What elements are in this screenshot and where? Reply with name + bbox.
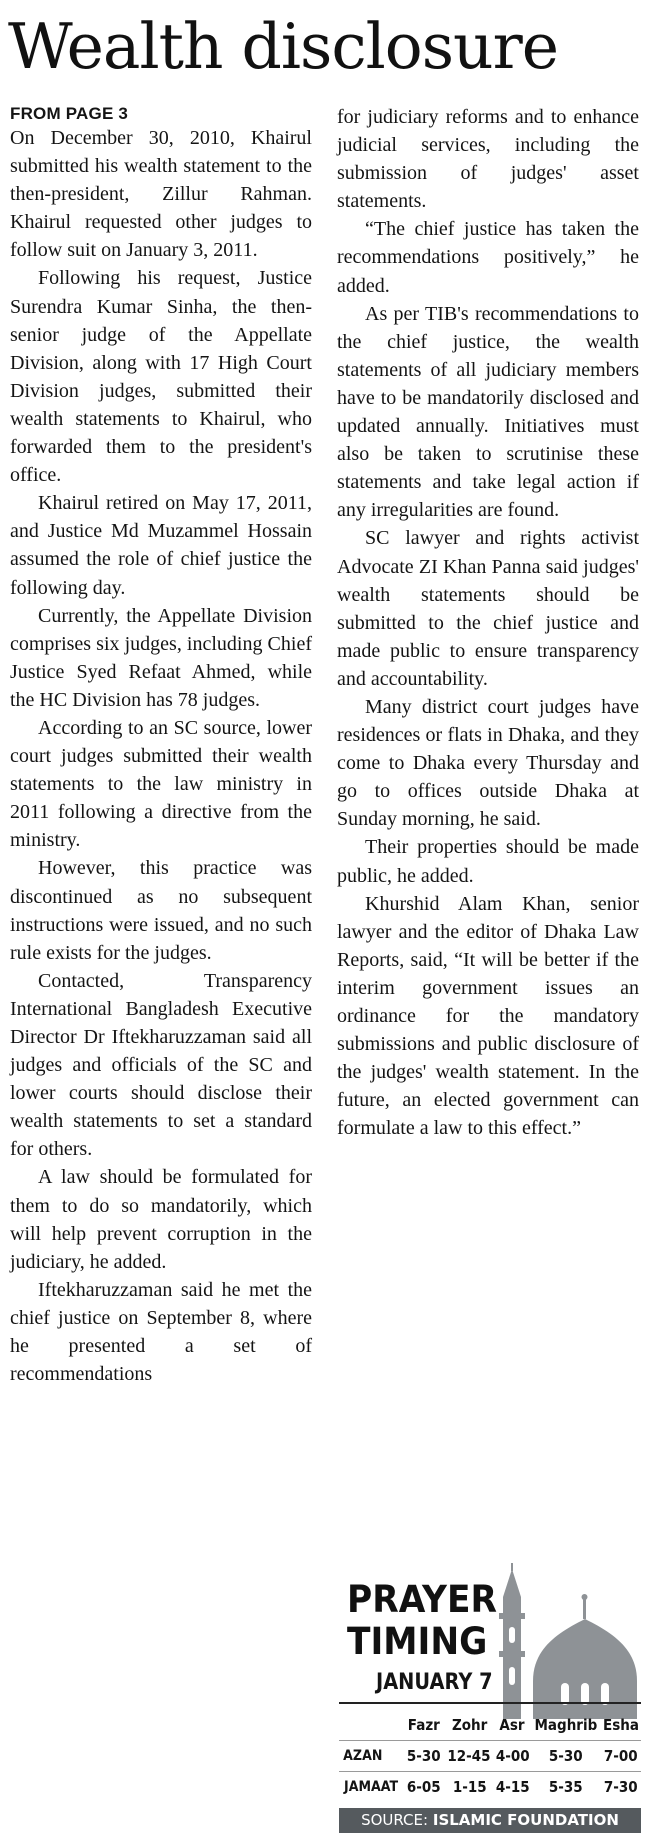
paragraph: Following his request, Justice Surendra Kumar Sinha, the then-senior judge of the Appellate Division, along with 17 High Court Division judges, submitted their wealth statements to Khairul, who forwarded them to the president's office.	[10, 267, 312, 487]
divider	[339, 1702, 641, 1704]
table-cell: 7-00	[601, 1741, 641, 1772]
column-header: Maghrib	[534, 1716, 598, 1734]
table-header-row	[339, 1710, 641, 1741]
paragraph: Contacted, Transparency International Bangladesh Executive Director Dr Iftekharuzzaman said all judges and officials of the SC and lower courts should disclose their wealth statements to set a standard for others.	[10, 969, 312, 1161]
column-header: Zohr	[451, 1716, 488, 1734]
article-column-left	[10, 104, 312, 1388]
table-row	[339, 1741, 641, 1772]
table-cell: 7-30	[601, 1772, 641, 1803]
paragraph: Iftekharuzzaman said he met the chief justice on September 8, where he presented a set of recommendations	[10, 1278, 312, 1386]
paragraph: Many district court judges have residences or flats in Dhaka, and they come to Dhaka every Thursday and go to offices outside Dhaka at Sunday morning, he said.	[337, 695, 639, 831]
prayer-title-line1: PRAYER	[347, 1578, 497, 1621]
paragraph: However, this practice was discontinued as no subsequent instructions were issued, and no such rule exists for the judges.	[10, 857, 312, 964]
mosque-icon	[489, 1563, 641, 1721]
paragraph: A law should be formulated for them to do so mandatorily, which will help prevent corruption in the judiciary, he added.	[10, 1166, 312, 1273]
paragraph: SC lawyer and rights activist Advocate ZI Khan Panna said judges' wealth statements should be submitted to the chief justice and made public to ensure transparency and accountability.	[337, 527, 639, 690]
table-cell: 5-30	[531, 1741, 601, 1772]
paragraph: Their properties should be made public, he added.	[337, 836, 639, 887]
prayer-times-table	[339, 1710, 641, 1802]
paragraph: “The chief justice has taken the recommendations positively,” he added.	[337, 218, 639, 297]
source-name: ISLAMIC FOUNDATION	[432, 1811, 619, 1829]
paragraph: On December 30, 2010, Khairul submitted his wealth statement to the then-president, Zillur Rahman. Khairul requested other judges to follow suit on January 3, 2011.	[10, 127, 312, 262]
table-cell: 1-15	[445, 1772, 493, 1803]
table-cell: 12-45	[445, 1741, 493, 1772]
prayer-timing-box	[339, 1563, 641, 1831]
table-row	[339, 1772, 641, 1803]
continuation-kicker: FROM PAGE 3	[10, 104, 129, 123]
column-header: Asr	[499, 1716, 525, 1734]
table-cell: 5-35	[531, 1772, 601, 1803]
prayer-date: JANUARY 7	[376, 1670, 493, 1695]
row-label: JAMAAT	[339, 1772, 403, 1803]
article-column-right	[337, 103, 639, 1142]
paragraph: Khairul retired on May 17, 2011, and Justice Md Muzammel Hossain assumed the role of chief justice the following day.	[10, 492, 312, 599]
row-label: AZAN	[339, 1741, 403, 1772]
prayer-title-line2: TIMING	[347, 1620, 488, 1663]
column-header: Fazr	[407, 1716, 441, 1734]
paragraph: Khurshid Alam Khan, senior lawyer and the editor of Dhaka Law Reports, said, “It will be better if the interim government issues an ordinance for the mandatory submissions and public disclosure of the judges' wealth statement. In the future, an elected government can formulate a law to this effect.”	[337, 892, 639, 1140]
column-header: Esha	[602, 1716, 639, 1734]
paragraph: As per TIB's recommendations to the chief justice, the wealth statements of all judiciary members have to be mandatorily disclosed and updated annually. Initiatives must also be taken to scrutinise these statements and take legal action if any irregularities are found.	[337, 302, 639, 522]
table-cell: 4-15	[493, 1772, 531, 1803]
paragraph: Currently, the Appellate Division comprises six judges, including Chief Justice Syed Refaat Ahmed, while the HC Division has 78 judges.	[10, 604, 312, 711]
headline: Wealth disclosure	[8, 10, 558, 83]
table-cell: 6-05	[403, 1772, 446, 1803]
paragraph: for judiciary reforms and to enhance judicial services, including the submission of judges' asset statements.	[337, 106, 639, 213]
table-cell: 5-30	[403, 1741, 446, 1772]
source-label: SOURCE:	[361, 1811, 429, 1829]
table-cell: 4-00	[493, 1741, 531, 1772]
paragraph: According to an SC source, lower court judges submitted their wealth statements to the law ministry in 2011 following a directive from the ministry.	[10, 716, 312, 852]
source-bar	[339, 1808, 641, 1833]
